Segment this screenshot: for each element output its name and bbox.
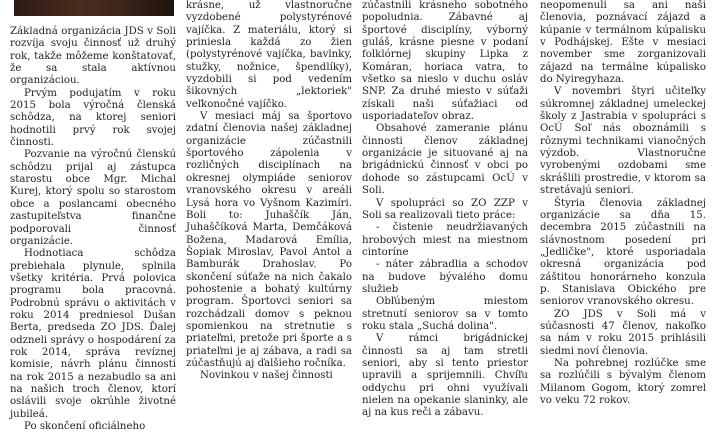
article-column-3 bbox=[540, 0, 706, 420]
paragraph: Po skončení oficiálneho bbox=[24, 421, 146, 432]
paragraph: - náter zábradlia a schodov na budove bývalého domu služieb bbox=[362, 259, 528, 295]
paragraph: Prvým podujatím v roku 2015 bola výročná členská schôdza, na ktorej seniori hodnotili prvý rok svojej činnosti. bbox=[10, 87, 176, 149]
paragraph: V spolupráci so ZO ZZP v Soli sa realizovali tieto práce: bbox=[362, 197, 528, 221]
paragraph: ZO JDS v Soli má v súčasnosti 47 členov, nakoľko sa nám v roku 2015 prihlásili siedmi noví členovia. bbox=[540, 308, 706, 357]
paragraph: Základná organizácia JDS v Soli rozvíja svoju činnosť už druhý rok, takže môžeme konštatovať, že sa stala aktívnou organizáciou. bbox=[10, 26, 176, 87]
paragraph: V mesiaci máj sa športovo zdatní členovia našej základnej organizácie zúčastnili športového zápolenia v rozličných disciplínach na okresnej olympiáde seniorov vranovského okresu v areáli Lysá hora vo Vyšnom Kazimíri. Boli to: Juhaščík Ján, Juhaščíková Marta, Demčáková Božena, Madarová Emília, Šopiak Miroslav, Pavol Antol a Bamburák Drahoslav. Po skončení súťaže na nich čakalo pohostenie a bohatý kultúrny program. Športovci seniori sa rozchádzali domov s peknou spomienkou na stretnutie s priateľmi, pretože pri športe a s priateľmi je aj zábava, a radi sa zúčastňujú aj ďalšieho ročníka. bbox=[186, 111, 352, 369]
paragraph: Na pohrebnej rozlúčke sme sa rozlúčili s bývalým členom Milanom Gogom, ktorý zomrel vo veku 72 rokov. bbox=[540, 357, 706, 406]
paragraph: krásne, už vlastnoručne vyzdobené polystyrénové vajíčka. Z materiálu, ktorý si priniesla každá zo žien (polystyrénové vajíčka, bavlnky, stužky, nožnice, špendlíky), vyzdobili si pod vedením šikovných „lektoriek" veľkonočné vajíčko. bbox=[186, 0, 352, 110]
paragraph: Obsahové zameranie plánu činnosti členov základnej organizácie je situované aj na brigádnickú činnosť v obci po dohode so zástupcami OcÚ v Soli. bbox=[362, 123, 528, 197]
paragraph: Obľúbeným miestom stretnutí seniorov sa v tomto roku stala „Suchá dolina". bbox=[362, 296, 528, 332]
article-column-2 bbox=[186, 0, 352, 420]
article-photo bbox=[14, 0, 174, 16]
article-column-1 bbox=[10, 26, 176, 432]
paragraph: Pozvanie na výročnú členskú schôdzu prijal aj zástupca starostu obce Mgr. Michal Kurej, ktorý spolu so starostom obce a poslancami obecného zastupiteľstva finančne podporovali činnosť organizácie. bbox=[10, 149, 176, 247]
paragraph: V rámci brigádnickej činnosti sa aj tam stretli seniori, aby si tento priestor upravili a sprijemnili. Chvíľu oddychu pri ohni využívali nielen na opekanie slaninky, ale aj na kus reči a zábavu. bbox=[362, 333, 528, 419]
paragraph: Hodnotiaca schôdza prebiehala plynule, splnila všetky kritéria. Prvá polovica programu bola pracovná. Podrobnú správu o aktivitách v roku 2014 predniesol Dušan Berta, predseda ZO JDS. Ďalej odzneli správy o hospodárení za rok 2014, správa revíznej komisie, návrh plánu činnosti na rok 2015 a nezabudlo sa ani na našich troch členov, ktorí oslávili svoje okrúhle životné jubileá. bbox=[10, 248, 176, 420]
paragraph: Štyria členovia základnej organizácie sa dňa 15. decembra 2015 zúčastnili na slávnostnom posedení pri „Jedličke", ktoré usporiadala okresná organizácia pod záštitou honorárneho konzula p. Stanislava Obického pre seniorov vranovského okresu. bbox=[540, 197, 706, 308]
paragraph: V novembri štyri učiteľky súkromnej základnej umeleckej školy z Jastrabia v spolupráci s OcÚ Soľ nás oboznámili s rôznymi technikami vianočných výzdob. Vlastnoručne vyrobenými ozdobami sme skrášlili prostredie, v ktorom sa stretávajú seniori. bbox=[540, 86, 706, 197]
paragraph: - čistenie neudržiavaných hrobových miest na miestnom cintoríne bbox=[362, 222, 528, 258]
paragraph: neopomenuli sa ani naši členovia, poznávací zájazd a kúpanie v termálnom kúpalisku v Podhájskej. Ešte v mesiaci november sme zorganizovali zájazd na termálne kúpalisko do Nyiregyhaza. bbox=[540, 0, 706, 86]
article-column-3-text bbox=[362, 0, 528, 420]
paragraph: Novinkou v našej činnosti bbox=[200, 370, 333, 382]
paragraph: zúčastnili krásneho sobotného popoludnia. Zábavné aj športové disciplíny, výborný guláš, krásne piesne v podaní folklórnej skupiny Lipka z Komáran, horiaca vatra, to všetko sa nieslo v duchu osláv SNP. Za druhé miesto v súťaži získali naši súťažiaci od usporiadateľov obraz. bbox=[362, 0, 528, 123]
